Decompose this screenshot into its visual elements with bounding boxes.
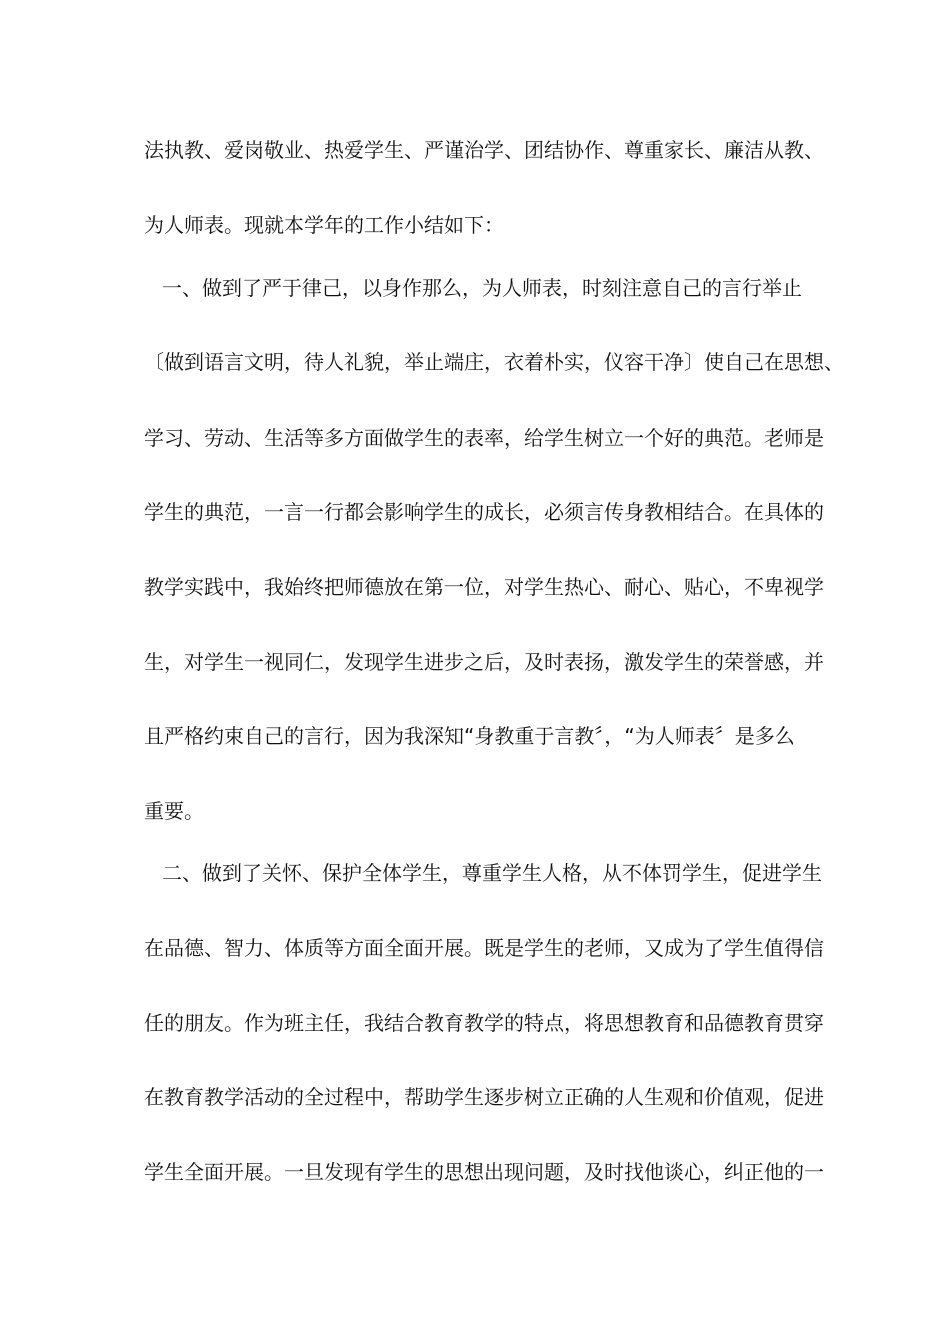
text-line: 学生的典范，一言一行都会影响学生的成长，必须言传身教相结合。在具体的 [144,500,824,524]
text-line: 在品德、智力、体质等方面全面开展。既是学生的老师，又成为了学生值得信 [144,936,824,960]
text-line: 教学实践中，我始终把师德放在第一位，对学生热心、耐心、贴心，不卑视学 [144,575,824,599]
section-heading-2: 二、做到了关怀、保护全体学生，尊重学生人格，从不体罚学生，促进学生 [162,861,822,885]
text-line: 学习、劳动、生活等多方面做学生的表率，给学生树立一个好的典范。老师是 [144,426,824,450]
text-line: 生，对学生一视同仁，发现学生进步之后，及时表扬，激发学生的荣誉感，并 [144,650,824,674]
text-line: 且严格约束自己的言行，因为我深知“身教重于言教〞，“为人师表〞是多么 [144,724,795,748]
text-line: 重要。 [144,799,204,823]
text-line: 学生全面开展。一旦发现有学生的思想出现问题，及时找他谈心，纠正他的一 [144,1160,824,1184]
text-line: 任的朋友。作为班主任，我结合教育教学的特点，将思想教育和品德教育贯穿 [144,1011,824,1035]
text-line: 法执教、爱岗敬业、热爱学生、严谨治学、团结协作、尊重家长、廉洁从教、 [144,138,824,162]
section-heading-1: 一、做到了严于律己，以身作那么，为人师表，时刻注意自己的言行举止 [162,276,802,300]
text-line: 为人师表。现就本学年的工作小结如下： [144,213,504,237]
text-line: 〔做到语言文明，待人礼貌，举止端庄，衣着朴实，仪容干净〕使自己在思想、 [144,350,844,374]
text-line: 在教育教学活动的全过程中，帮助学生逐步树立正确的人生观和价值观，促进 [144,1085,824,1109]
